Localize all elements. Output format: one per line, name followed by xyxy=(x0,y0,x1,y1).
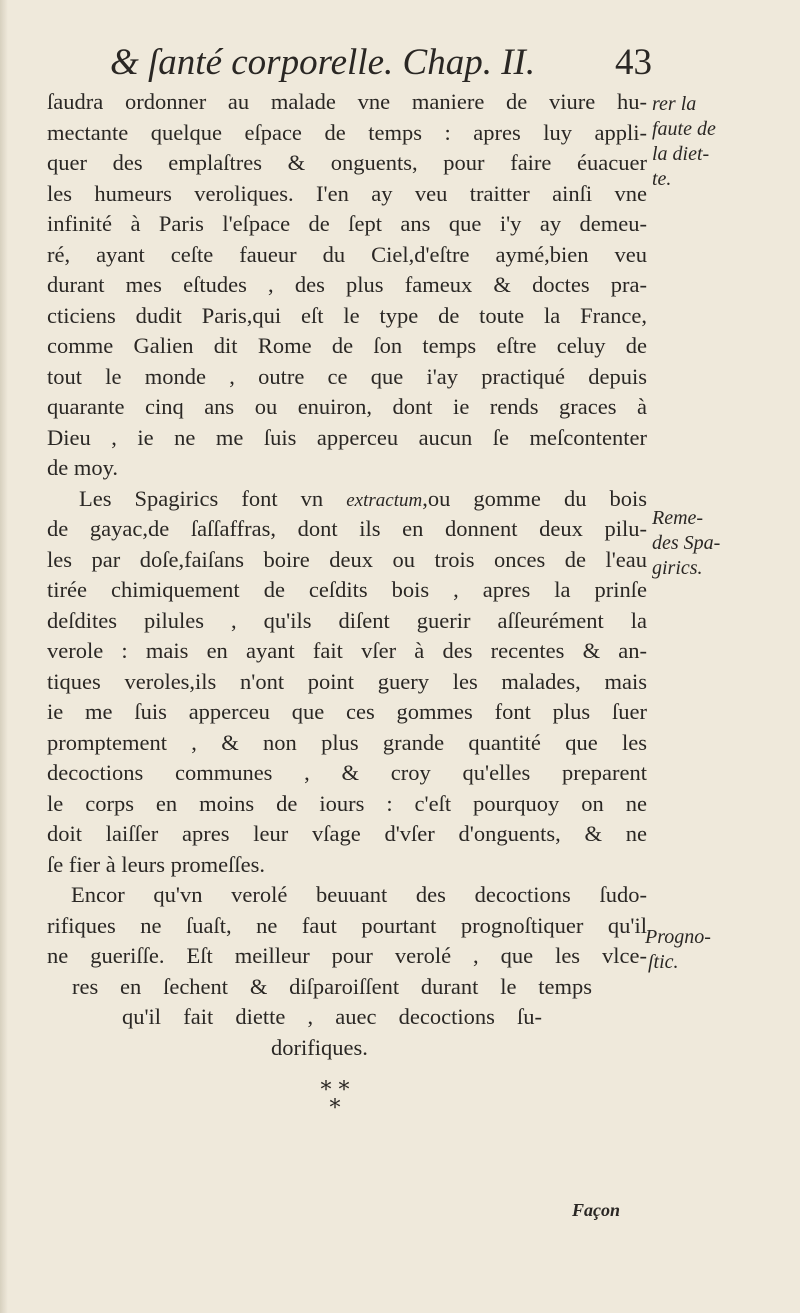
catchword: Façon xyxy=(572,1200,621,1220)
running-title: & ſanté corporelle. Chap. II. xyxy=(110,42,536,83)
text-line: tirée chimiquement de ceſdits bois , apres la prinſe xyxy=(47,577,647,602)
ornament xyxy=(300,1078,370,1126)
margin-note-line: rer la xyxy=(652,93,697,115)
margin-note-line: Reme- xyxy=(652,507,704,529)
text-line: infinité à Paris l'eſpace de ſept ans que i'y ay demeu- xyxy=(47,211,647,236)
text-line: doit laiſſer apres leur vſage d'vſer d'onguents, & ne xyxy=(47,821,647,846)
text-line: tiques veroles,ils n'ont point guery les malades, mais xyxy=(47,668,647,694)
margin-note-line: des Spa- xyxy=(652,532,721,554)
main-text xyxy=(47,87,647,1063)
italic-term: extractum xyxy=(346,489,423,511)
text-line: quer des emplaſtres & onguents, pour faire éuacuer xyxy=(47,150,647,175)
margin-note-line: faute de xyxy=(652,118,716,140)
margin-note-line: ſtic. xyxy=(648,951,679,973)
text-line: qu'il fait diette , auec decoctions ſu- xyxy=(122,1004,542,1029)
text-line: cticiens dudit Paris,qui eſt le type de toute la France, xyxy=(47,302,647,328)
text-line: de moy. xyxy=(47,455,119,480)
text-line: durant mes eſtudes , des plus fameux & doctes pra- xyxy=(47,272,647,297)
text-fragment: ,ou gomme du bois xyxy=(422,485,647,511)
page-number: 43 xyxy=(615,42,652,83)
page-edge xyxy=(0,0,8,1313)
ornament-stars-top: * * xyxy=(320,1078,350,1103)
text-line: quarante cinq ans ou enuiron, dont ie rends graces à xyxy=(47,394,647,419)
text-line: tout le monde , outre ce que i'ay practiqué depuis xyxy=(47,363,647,389)
text-line: comme Galien dit Rome de ſon temps eſtre celuy de xyxy=(47,333,647,358)
margin-note xyxy=(652,506,762,581)
margin-note-line: te. xyxy=(652,168,672,190)
text-line: ſaudra ordonner au malade vne maniere de viure hu- xyxy=(47,89,647,114)
text-line: decoctions communes , & croy qu'elles preparent xyxy=(47,760,647,785)
text-line: ie me ſuis apperceu que ces gommes font plus ſuer xyxy=(47,699,647,724)
margin-note xyxy=(652,92,762,192)
text-line: verole : mais en ayant fait vſer à des recentes & an- xyxy=(47,638,647,663)
page-header xyxy=(110,38,670,88)
text-fragment: Les Spagirics font vn xyxy=(79,485,347,511)
margin-note-line: la diet- xyxy=(652,143,710,165)
text-line: les par doſe,faiſans boire deux ou trois onces de l'eau xyxy=(47,546,647,572)
text-line: dorifiques. xyxy=(271,1034,368,1060)
text-line: Dieu , ie ne me ſuis apperceu aucun ſe meſcontenter xyxy=(47,424,647,450)
text-line: ne gueriſſe. Eſt meilleur pour verolé , que les vlce- xyxy=(47,943,647,968)
text-line: ſe fier à leurs promeſſes. xyxy=(47,851,266,877)
margin-note-line: girics. xyxy=(652,557,703,579)
text-line: res en ſechent & diſparoiſſent durant le temps xyxy=(72,973,592,999)
text-line: promptement , & non plus grande quantité que les xyxy=(47,729,647,755)
text-line: mectante quelque eſpace de temps : apres luy appli- xyxy=(47,119,647,145)
margin-note-line: Progno- xyxy=(645,926,711,948)
margin-note xyxy=(645,925,755,975)
text-line-first xyxy=(47,484,647,515)
text-line: rifiques ne ſuaſt, ne faut pourtant prognoſtiquer qu'il xyxy=(47,912,647,938)
text-line: Encor qu'vn verolé beuuant des decoctions ſudo- xyxy=(71,882,647,907)
text-line: ré, ayant ceſte faueur du Ciel,d'eſtre aymé,bien veu xyxy=(47,241,647,267)
text-line: de gayac,de ſaſſaffras, dont ils en donnent deux pilu- xyxy=(47,516,647,541)
text-line: le corps en moins de iours : c'eſt pourquoy on ne xyxy=(47,790,647,816)
text-line: les humeurs veroliques. I'en ay veu traitter ainſi vne xyxy=(47,180,647,206)
text-line: deſdites pilules , qu'ils diſent guerir aſſeurément la xyxy=(47,607,647,633)
ornament-star-bottom: * xyxy=(329,1096,341,1121)
